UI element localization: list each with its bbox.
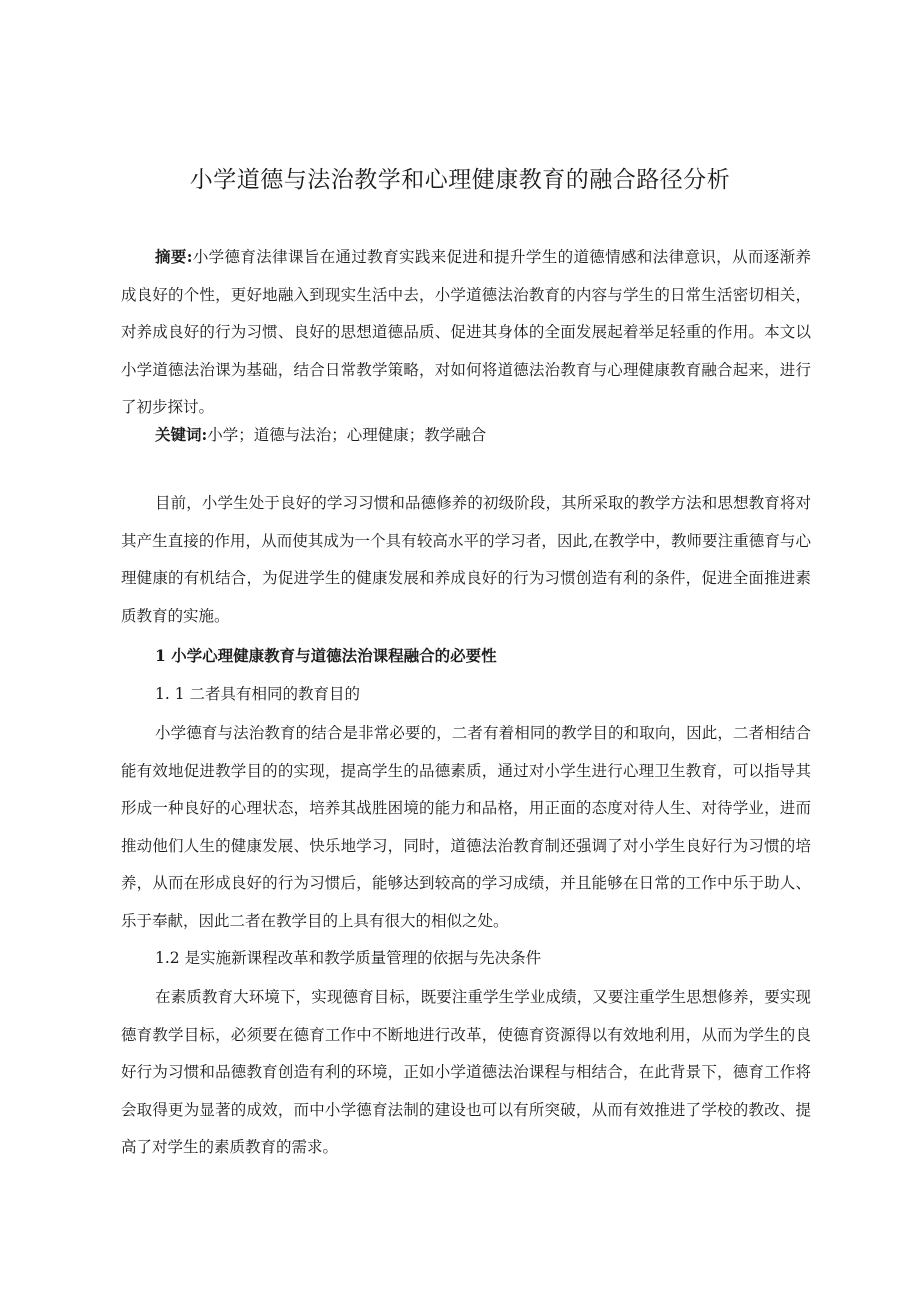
abstract-text: 小学德育法律课旨在通过教育实践来促进和提升学生的道德情感和法律意识，从而逐渐养成良好的个性，更好地融入到现实生活中去，小学道德法治教育的内容与学生的日常生活密切相关，对养成良好的行为习惯、良好的思想道德品质、促进其身体的全面发展起着举足轻重的作用。本文以小学道德法治课为基础，结合日常教学策略，对如何将道德法治教育与心理健康教育融合起来，进行了初步探讨。 <box>121 248 811 416</box>
document-title: 小学道德与法治教学和心理健康教育的融合路径分析 <box>189 167 731 193</box>
intro-paragraph: 目前，小学生处于良好的学习习惯和品德修养的初级阶段，其所采取的教学方法和思想教育将对其产生直接的作用，从而使其成为一个具有较高水平的学习者，因此,在教学中，教师要注重德育与心理健康的有机结合，为促进学生的健康发展和养成良好的行为习惯创造有利的条件，促进全面推进素质教育的实施。 <box>121 494 811 625</box>
keywords-label: 关键词: <box>155 425 208 444</box>
subsection-1-2-heading: 1.2 是实施新课程改革和教学质量管理的依据与先决条件 <box>155 949 542 967</box>
keywords-text: 小学；道德与法治；心理健康；教学融合 <box>207 426 487 444</box>
abstract-paragraph <box>121 238 811 427</box>
subsection-1-1-paragraph: 小学德育与法治教育的结合是非常必要的，二者有着相同的教学目的和取向，因此，二者相结合能有效地促进教学目的的实现，提高学生的品德素质，通过对小学生进行心理卫生教育，可以指导其形成一种良好的心理状态，培养其战胜困境的能力和品格，用正面的态度对待人生、对待学业，进而推动他们人生的健康发展、快乐地学习，同时，道德法治教育制还强调了对小学生良好行为习惯的培养，从而在形成良好的行为习惯后，能够达到较高的学习成绩，并且能够在日常的工作中乐于助人、乐于奉献，因此二者在教学目的上具有很大的相似之处。 <box>121 724 811 930</box>
section-1-heading: 1 小学心理健康教育与道德法治课程融合的必要性 <box>155 646 497 665</box>
subsection-1-1-heading: 1. 1 二者具有相同的教育目的 <box>155 685 361 703</box>
keywords-paragraph <box>121 416 811 455</box>
subsection-1-2-paragraph: 在素质教育大环境下，实现德育目标，既要注重学生学业成绩，又要注重学生思想修养，要实现德育教学目标，必须要在德育工作中不断地进行改革，使德育资源得以有效地利用，从而为学生的良好行为习惯和品德教育创造有利的环境，正如小学道德法治课程与相结合，在此背景下，德育工作将会取得更为显著的成效，而中小学德育法制的建设也可以有所突破，从而有效推进了学校的教改、提高了对学生的素质教育的需求。 <box>121 988 811 1156</box>
abstract-label: 摘要: <box>155 247 193 266</box>
